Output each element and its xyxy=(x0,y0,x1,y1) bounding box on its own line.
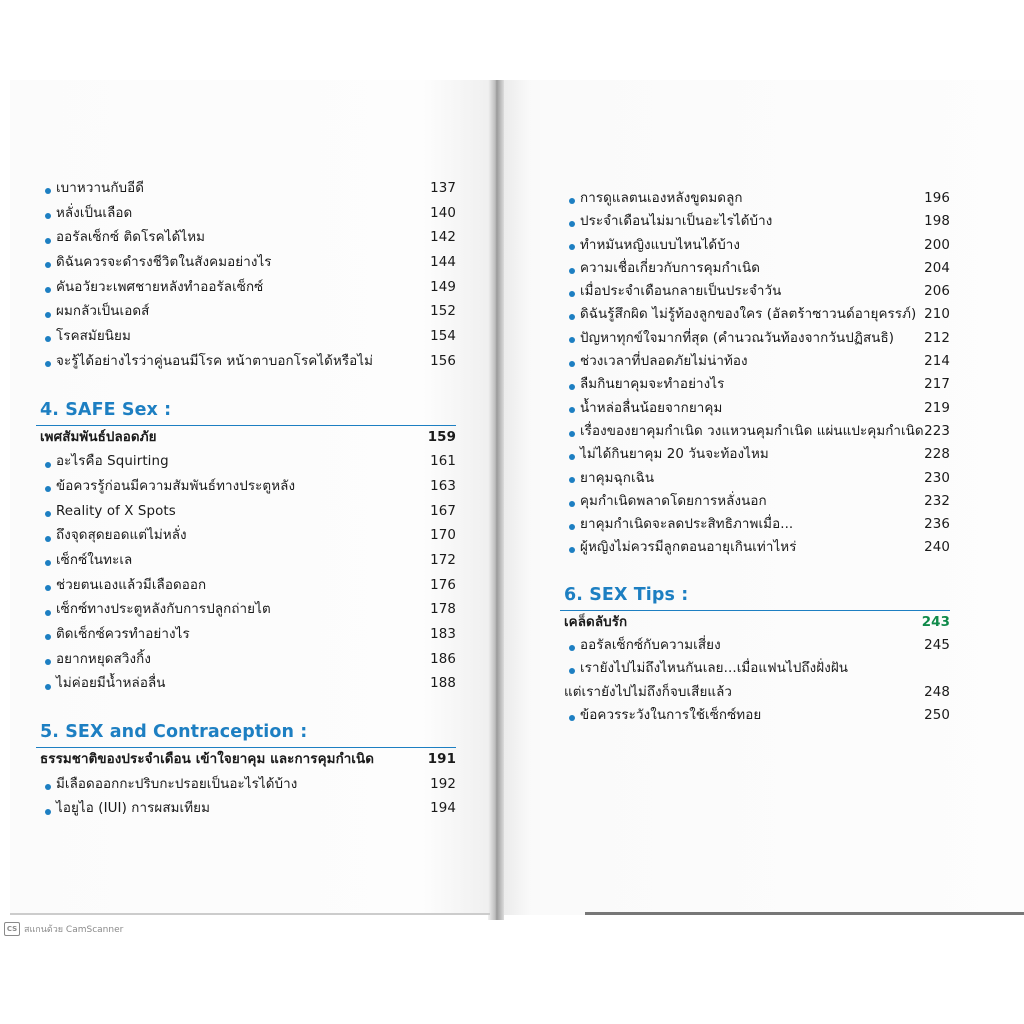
toc-entry[interactable] xyxy=(36,623,456,648)
entry-page-number: 161 xyxy=(430,454,456,470)
entry-title: ยาคุมกำเนิดจะลดประสิทธิภาพเมื่อ... xyxy=(580,517,794,533)
bullet-icon xyxy=(569,361,575,367)
entry-title: เมื่อประจำเดือนกลายเป็นประจำวัน xyxy=(580,284,782,300)
toc-entry[interactable] xyxy=(560,634,950,657)
bullet-icon xyxy=(45,809,51,815)
bullet-icon xyxy=(569,431,575,437)
scanner-text: สแกนด้วย CamScanner xyxy=(24,925,124,935)
bullet-icon xyxy=(45,462,51,468)
entry-title: เบาหวานกับอีดี xyxy=(56,181,145,196)
toc-entry[interactable] xyxy=(560,467,950,490)
entry-page-number: 142 xyxy=(430,230,456,246)
bullet-icon xyxy=(569,524,575,530)
section-5-heading: 5. SEX and Contraception : xyxy=(40,722,308,743)
entry-title: เซ็กซ์ในทะเล xyxy=(56,552,133,568)
entry-title: ช่วงเวลาที่ปลอดภัยไม่น่าท้อง xyxy=(580,354,748,370)
bullet-icon xyxy=(569,384,575,390)
toc-entry[interactable] xyxy=(36,574,456,599)
toc-entry[interactable] xyxy=(36,202,456,227)
entry-title: เรื่องของยาคุมกำเนิด วงแหวนคุมกำเนิด แผ่นแปะคุมกำเนิด xyxy=(580,423,924,439)
entry-page-number: 217 xyxy=(924,377,950,393)
bullet-icon xyxy=(569,291,575,297)
toc-entry[interactable] xyxy=(36,177,456,202)
section-5-subheading[interactable] xyxy=(36,747,456,773)
toc-entry[interactable] xyxy=(36,325,456,350)
toc-entry[interactable] xyxy=(36,450,456,475)
entry-title: ประจำเดือนไม่มาเป็นอะไรได้บ้าง xyxy=(580,214,773,230)
entry-title: ช่วยตนเองแล้วมีเลือดออก xyxy=(56,577,207,593)
toc-entry[interactable] xyxy=(560,187,950,210)
entry-title: น้ำหล่อลื่นน้อยจากยาคุม xyxy=(580,400,723,416)
entry-page-number: 248 xyxy=(924,684,950,700)
bullet-icon xyxy=(569,337,575,343)
subheading-title: ธรรมชาติของประจำเดือน เข้าใจยาคุม และการคุมกำเนิด xyxy=(40,752,375,768)
entry-title: อะไรคือ Squirting xyxy=(56,454,169,470)
entry-page-number: 212 xyxy=(924,330,950,346)
entry-page-number: 186 xyxy=(430,651,456,667)
entry-title: ยาคุมฉุกเฉิน xyxy=(580,470,655,486)
toc-entry[interactable] xyxy=(36,672,456,697)
toc-entry[interactable] xyxy=(560,513,950,536)
toc-entry[interactable] xyxy=(560,420,950,443)
bullet-icon xyxy=(45,361,51,367)
bullet-icon xyxy=(569,407,575,413)
entry-page-number: 163 xyxy=(430,478,456,494)
section-6-list xyxy=(560,634,950,727)
bullet-icon xyxy=(45,312,51,318)
right-top-list xyxy=(560,187,950,560)
section-6-heading: 6. SEX Tips : xyxy=(564,584,689,605)
bullet-icon xyxy=(45,684,51,690)
section-4-heading: 4. SAFE Sex : xyxy=(40,399,172,420)
entry-page-number: 219 xyxy=(924,400,950,416)
bullet-icon xyxy=(45,188,51,194)
entry-title: แต่เรายังไปไม่ถึงก็จบเสียแล้ว xyxy=(564,684,733,700)
bullet-icon xyxy=(569,314,575,320)
entry-title: เรายังไปไม่ถึงไหนกันเลย...เมื่อแฟนไปถึงฝั่งฝัน xyxy=(580,661,849,677)
bullet-icon xyxy=(569,198,575,204)
book-gutter xyxy=(488,80,504,920)
bullet-icon xyxy=(45,536,51,542)
toc-entry[interactable] xyxy=(36,773,456,798)
entry-page-number: 178 xyxy=(430,602,456,618)
entry-title: มีเลือดออกกะปริบกะปรอยเป็นอะไรได้บ้าง xyxy=(56,776,298,792)
toc-entry[interactable] xyxy=(560,234,950,257)
bullet-icon xyxy=(45,784,51,790)
section-6-subheading[interactable] xyxy=(560,610,950,634)
entry-page-number: 188 xyxy=(430,676,456,692)
entry-page-number: 140 xyxy=(430,205,456,221)
entry-page-number: 240 xyxy=(924,540,950,556)
scanner-watermark xyxy=(4,922,123,936)
toc-entry[interactable] xyxy=(36,524,456,549)
toc-entry[interactable] xyxy=(560,657,950,680)
toc-entry[interactable] xyxy=(36,797,456,822)
toc-entry[interactable] xyxy=(36,475,456,500)
toc-entry[interactable] xyxy=(560,280,950,303)
entry-title: ทำหมันหญิงแบบไหนได้บ้าง xyxy=(580,237,741,253)
toc-entry[interactable] xyxy=(560,536,950,559)
toc-entry[interactable] xyxy=(560,490,950,513)
entry-page-number: 210 xyxy=(924,307,950,323)
section-4-list xyxy=(36,450,456,697)
bullet-icon xyxy=(569,477,575,483)
entry-page-number: 223 xyxy=(924,423,950,439)
bullet-icon xyxy=(569,715,575,721)
entry-page-number: 154 xyxy=(430,329,456,345)
entry-page-number: 236 xyxy=(924,517,950,533)
section-4-subheading[interactable] xyxy=(36,425,456,451)
toc-entry[interactable] xyxy=(36,598,456,623)
entry-page-number: 152 xyxy=(430,304,456,320)
toc-entry[interactable] xyxy=(560,443,950,466)
left-page-bottom-edge xyxy=(10,913,490,915)
entry-title: ไม่ค่อยมีน้ำหล่อลื่น xyxy=(56,676,166,692)
toc-entry[interactable] xyxy=(560,257,950,280)
bullet-icon xyxy=(45,511,51,517)
entry-page-number: 172 xyxy=(430,552,456,568)
entry-title: ข้อควรระวังในการใช้เซ็กซ์ทอย xyxy=(580,707,762,723)
entry-page-number: 250 xyxy=(924,707,950,723)
entry-page-number: 149 xyxy=(430,279,456,295)
entry-page-number: 137 xyxy=(430,181,456,196)
entry-title: ถึงจุดสุดยอดแต่ไม่หลั่ง xyxy=(56,528,187,544)
right-page-bottom-edge xyxy=(585,912,1024,915)
toc-entry[interactable] xyxy=(560,210,950,233)
toc-entry[interactable] xyxy=(560,327,950,350)
entry-page-number: 206 xyxy=(924,284,950,300)
toc-entry[interactable] xyxy=(36,276,456,301)
entry-title: อยากหยุดสวิงกิ้ง xyxy=(56,651,151,667)
bullet-icon xyxy=(45,610,51,616)
entry-title: เซ็กซ์ทางประตูหลังกับการปลูกถ่ายไต xyxy=(56,602,271,618)
entry-page-number: 192 xyxy=(430,776,456,792)
entry-title: คุมกำเนิดพลาดโดยการหลั่งนอก xyxy=(580,493,767,509)
entry-page-number: 156 xyxy=(430,353,456,369)
entry-title: ความเชื่อเกี่ยวกับการคุมกำเนิด xyxy=(580,260,761,276)
subheading-page: 243 xyxy=(921,614,950,630)
toc-entry[interactable] xyxy=(36,251,456,276)
subheading-title: เพศสัมพันธ์ปลอดภัย xyxy=(40,429,157,445)
entry-title: ผู้หญิงไม่ควรมีลูกตอนอายุเกินเท่าไหร่ xyxy=(580,540,797,556)
toc-entry[interactable] xyxy=(36,549,456,574)
toc-entry[interactable] xyxy=(36,226,456,251)
bullet-icon xyxy=(569,454,575,460)
entry-title: ผมกลัวเป็นเอดส์ xyxy=(56,304,150,320)
bullet-icon xyxy=(569,547,575,553)
right-toc xyxy=(560,187,950,727)
toc-entry[interactable] xyxy=(560,350,950,373)
section-5-list xyxy=(36,773,456,822)
bullet-icon xyxy=(45,287,51,293)
toc-entry[interactable] xyxy=(36,648,456,673)
entry-title: คันอวัยวะเพศชายหลังทำออรัลเซ็กซ์ xyxy=(56,279,264,295)
bullet-icon xyxy=(45,238,51,244)
bullet-icon xyxy=(45,634,51,640)
toc-entry[interactable] xyxy=(36,350,456,375)
bullet-icon xyxy=(45,659,51,665)
bullet-icon xyxy=(45,560,51,566)
left-top-list xyxy=(36,177,456,375)
entry-page-number: 245 xyxy=(924,638,950,654)
entry-title: ปัญหาทุกข์ใจมากที่สุด (คำนวณวันท้องจากวันปฏิสนธิ) xyxy=(580,330,895,346)
entry-page-number: 200 xyxy=(924,237,950,253)
camscanner-icon: CS xyxy=(4,922,20,936)
entry-title: การดูแลตนเองหลังขูดมดลูก xyxy=(580,191,743,206)
entry-page-number: 232 xyxy=(924,493,950,509)
entry-page-number: 144 xyxy=(430,255,456,271)
subheading-page: 159 xyxy=(427,429,456,445)
entry-title: ออรัลเซ็กซ์กับความเสี่ยง xyxy=(580,638,721,654)
entry-page-number: 194 xyxy=(430,801,456,817)
entry-title: ลืมกินยาคุมจะทำอย่างไร xyxy=(580,377,725,393)
toc-entry[interactable] xyxy=(560,397,950,420)
left-toc xyxy=(36,177,456,822)
entry-title: หลั่งเป็นเลือด xyxy=(56,205,133,221)
entry-title: ดิฉันควรจะดำรงชีวิตในสังคมอย่างไร xyxy=(56,255,272,271)
bullet-icon xyxy=(45,585,51,591)
entry-title: Reality of X Spots xyxy=(56,503,176,519)
bullet-icon xyxy=(569,244,575,250)
bullet-icon xyxy=(569,645,575,651)
toc-entry[interactable] xyxy=(560,704,950,727)
entry-title: โรคสมัยนิยม xyxy=(56,329,131,345)
entry-page-number: 228 xyxy=(924,447,950,463)
bullet-icon xyxy=(45,213,51,219)
bullet-icon xyxy=(45,262,51,268)
toc-entry[interactable] xyxy=(560,681,950,704)
entry-page-number: 198 xyxy=(924,214,950,230)
bullet-icon xyxy=(569,501,575,507)
entry-title: ข้อควรรู้ก่อนมีความสัมพันธ์ทางประตูหลัง xyxy=(56,478,296,494)
toc-entry[interactable] xyxy=(560,303,950,326)
entry-page-number: 204 xyxy=(924,260,950,276)
entry-title: ออรัลเซ็กซ์ ติดโรคได้ไหม xyxy=(56,230,206,246)
entry-title: จะรู้ได้อย่างไรว่าคู่นอนมีโรค หน้าตาบอกโรคได้หรือไม่ xyxy=(56,353,374,369)
bullet-icon xyxy=(569,221,575,227)
entry-page-number: 214 xyxy=(924,354,950,370)
entry-page-number: 196 xyxy=(924,191,950,206)
entry-page-number: 176 xyxy=(430,577,456,593)
entry-page-number: 230 xyxy=(924,470,950,486)
bullet-icon xyxy=(45,486,51,492)
toc-entry[interactable] xyxy=(560,373,950,396)
subheading-title: เคล็ดลับรัก xyxy=(564,614,628,630)
entry-title: ติดเซ็กซ์ควรทำอย่างไร xyxy=(56,627,190,642)
toc-entry[interactable] xyxy=(36,500,456,525)
bullet-icon xyxy=(569,268,575,274)
entry-page-number: 183 xyxy=(430,627,456,642)
entry-title: ไอยูไอ (IUI) การผสมเทียม xyxy=(56,801,211,817)
toc-entry[interactable] xyxy=(36,300,456,325)
bullet-icon xyxy=(45,336,51,342)
bullet-icon xyxy=(569,668,575,674)
entry-page-number: 167 xyxy=(430,503,456,519)
subheading-page: 191 xyxy=(427,752,456,768)
entry-page-number: 170 xyxy=(430,528,456,544)
entry-title: ดิฉันรู้สึกผิด ไม่รู้ท้องลูกของใคร (อัลตร้าซาวนด์อายุครรภ์) xyxy=(580,307,917,323)
entry-title: ไม่ได้กินยาคุม 20 วันจะท้องไหม xyxy=(580,447,769,463)
